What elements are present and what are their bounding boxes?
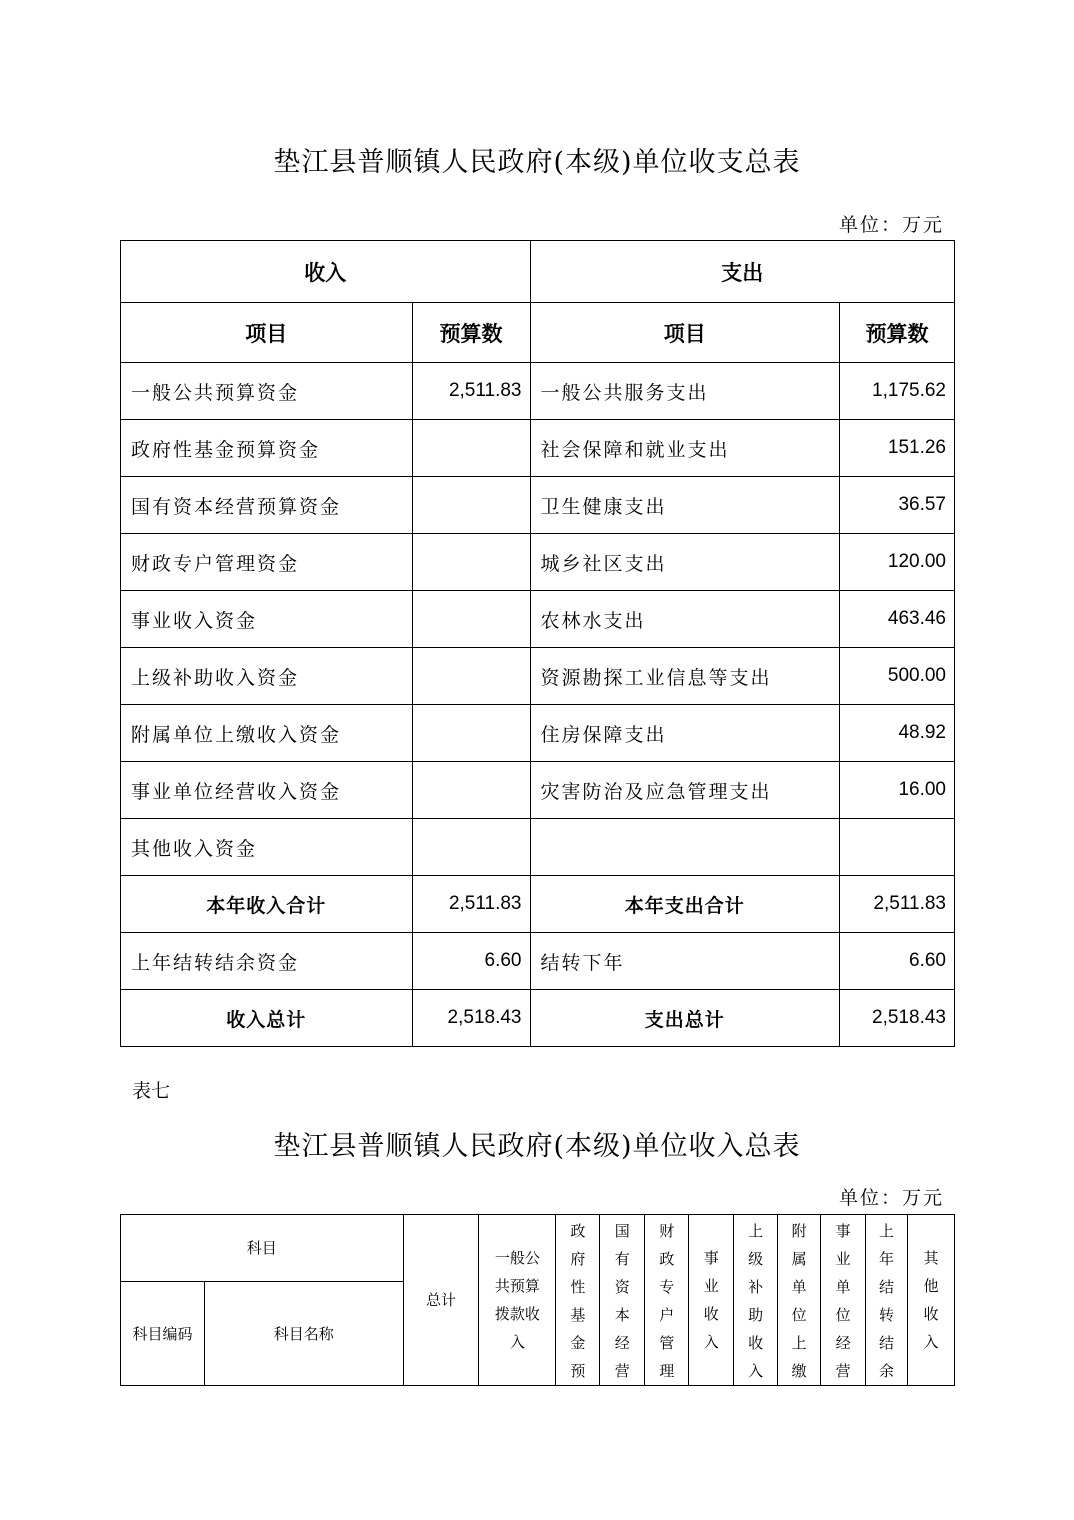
table7-tag: 表七 xyxy=(132,1080,171,1102)
other-income-header: 其 他 收 入 xyxy=(908,1215,955,1386)
subject-name-header: 科目名称 xyxy=(204,1282,403,1386)
business-operation-header: 事 业 单 位 经 营 xyxy=(821,1215,866,1386)
income-value xyxy=(412,534,530,591)
carryover-row xyxy=(121,933,955,990)
expense-item: 一般公共服务支出 xyxy=(530,363,840,420)
expense-year-total-value: 2,511.83 xyxy=(840,876,955,933)
table1-unit: 单位：万元 xyxy=(838,214,944,236)
income-value xyxy=(412,762,530,819)
expense-value: 120.00 xyxy=(840,534,955,591)
table2-unit: 单位：万元 xyxy=(838,1187,944,1209)
expense-item: 卫生健康支出 xyxy=(530,477,840,534)
table-row xyxy=(121,534,955,591)
expense-value: 151.26 xyxy=(840,420,955,477)
expense-item xyxy=(530,819,840,876)
expense-item: 灾害防治及应急管理支出 xyxy=(530,762,840,819)
income-summary-table xyxy=(120,1214,955,1386)
expense-item: 社会保障和就业支出 xyxy=(530,420,840,477)
expense-grand-total-value: 2,518.43 xyxy=(840,990,955,1047)
income-carryover-value: 6.60 xyxy=(412,933,530,990)
expense-item: 住房保障支出 xyxy=(530,705,840,762)
income-grand-total-value: 2,518.43 xyxy=(412,990,530,1047)
expense-item-header: 项目 xyxy=(530,303,840,363)
income-budget-header: 预算数 xyxy=(412,303,530,363)
income-expense-summary-table xyxy=(120,240,955,1047)
expense-header: 支出 xyxy=(530,241,955,303)
affiliated-turnover-header: 附 属 单 位 上 缴 xyxy=(778,1215,821,1386)
income-value xyxy=(412,648,530,705)
table-row xyxy=(121,420,955,477)
table-row xyxy=(121,363,955,420)
expense-grand-total-label: 支出总计 xyxy=(530,990,840,1047)
fiscal-account-header: 财 政 专 户 管 理 xyxy=(645,1215,689,1386)
income-item: 其他收入资金 xyxy=(121,819,413,876)
table-row xyxy=(121,819,955,876)
income-year-total-label: 本年收入合计 xyxy=(121,876,413,933)
income-value xyxy=(412,819,530,876)
income-item-header: 项目 xyxy=(121,303,413,363)
table-row xyxy=(121,705,955,762)
expense-value: 16.00 xyxy=(840,762,955,819)
income-value xyxy=(412,705,530,762)
subject-code-header: 科目编码 xyxy=(121,1282,205,1386)
income-item: 事业收入资金 xyxy=(121,591,413,648)
expense-year-total-label: 本年支出合计 xyxy=(530,876,840,933)
expense-value: 463.46 xyxy=(840,591,955,648)
expense-value: 1,175.62 xyxy=(840,363,955,420)
general-budget-header: 一般公 共预算 拨款收 入 xyxy=(479,1215,556,1386)
expense-value xyxy=(840,819,955,876)
expense-carryover-value: 6.60 xyxy=(840,933,955,990)
income-item: 一般公共预算资金 xyxy=(121,363,413,420)
state-capital-header: 国 有 资 本 经 营 xyxy=(600,1215,645,1386)
income-item: 事业单位经营收入资金 xyxy=(121,762,413,819)
expense-item: 资源勘探工业信息等支出 xyxy=(530,648,840,705)
income-value xyxy=(412,591,530,648)
income-header: 收入 xyxy=(121,241,531,303)
income-item: 附属单位上缴收入资金 xyxy=(121,705,413,762)
expense-item: 城乡社区支出 xyxy=(530,534,840,591)
expense-value: 500.00 xyxy=(840,648,955,705)
table2-title: 垫江县普顺镇人民政府(本级)单位收入总表 xyxy=(273,1131,801,1162)
table1-title: 垫江县普顺镇人民政府(本级)单位收支总表 xyxy=(273,147,801,178)
prior-carryover-header: 上 年 结 转 结 余 xyxy=(866,1215,908,1386)
expense-value: 48.92 xyxy=(840,705,955,762)
income-item: 政府性基金预算资金 xyxy=(121,420,413,477)
income-value: 2,511.83 xyxy=(412,363,530,420)
table-row xyxy=(121,591,955,648)
income-year-total-value: 2,511.83 xyxy=(412,876,530,933)
table-row xyxy=(121,762,955,819)
income-item: 国有资本经营预算资金 xyxy=(121,477,413,534)
expense-budget-header: 预算数 xyxy=(840,303,955,363)
income-item: 上级补助收入资金 xyxy=(121,648,413,705)
income-item: 财政专户管理资金 xyxy=(121,534,413,591)
superior-subsidy-header: 上 级 补 助 收 入 xyxy=(734,1215,778,1386)
income-value xyxy=(412,477,530,534)
expense-carryover-label: 结转下年 xyxy=(530,933,840,990)
business-income-header: 事 业 收 入 xyxy=(689,1215,734,1386)
total-header: 总计 xyxy=(403,1215,479,1386)
table-row xyxy=(121,648,955,705)
expense-item: 农林水支出 xyxy=(530,591,840,648)
income-grand-total-label: 收入总计 xyxy=(121,990,413,1047)
income-value xyxy=(412,420,530,477)
year-total-row xyxy=(121,876,955,933)
subject-header: 科目 xyxy=(121,1215,404,1282)
grand-total-row xyxy=(121,990,955,1047)
table-row xyxy=(121,477,955,534)
expense-value: 36.57 xyxy=(840,477,955,534)
income-carryover-label: 上年结转结余资金 xyxy=(121,933,413,990)
gov-fund-header: 政 府 性 基 金 预 xyxy=(556,1215,600,1386)
